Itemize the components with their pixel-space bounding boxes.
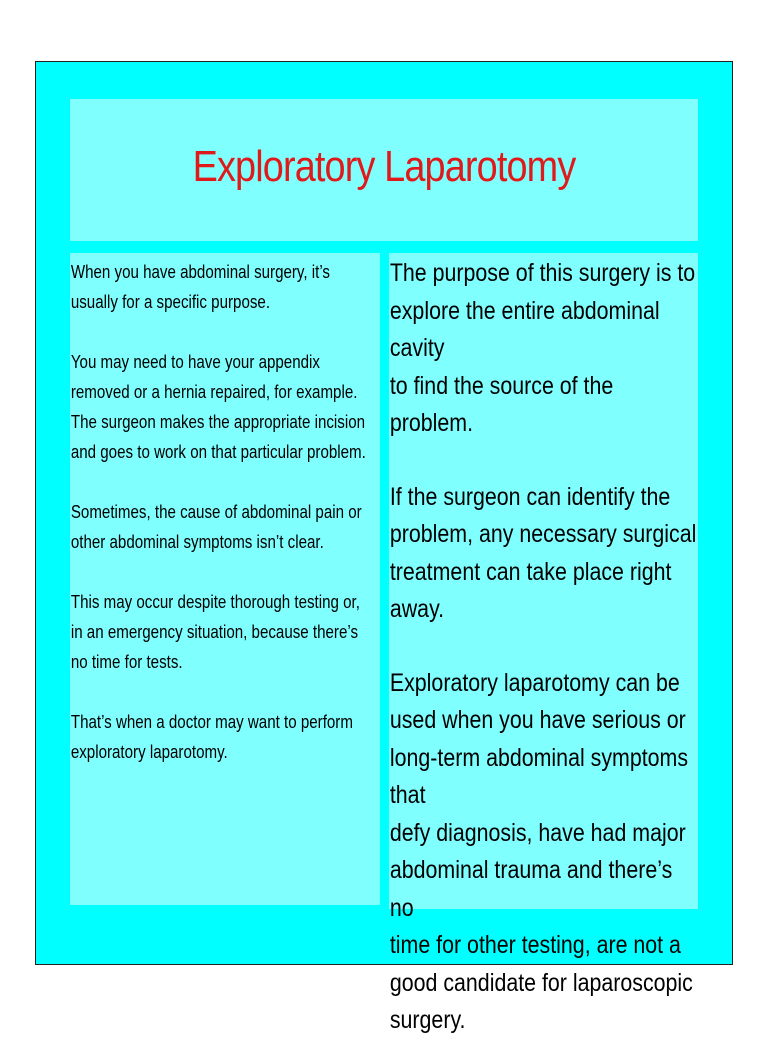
- title-box: [70, 99, 698, 241]
- right-column: [389, 253, 698, 1034]
- left-paragraph: Sometimes, the cause of abdominal pain or other abdominal symptoms isn’t clear.: [70, 502, 362, 552]
- left-paragraph: That’s when a doctor may want to perform exploratory laparotomy.: [70, 712, 353, 762]
- page-title: Exploratory Laparotomy: [192, 142, 576, 191]
- left-paragraph: This may occur despite thorough testing or, in an emergency situation, because there’s no time for tests.: [70, 592, 360, 672]
- right-column-text: [389, 255, 753, 1040]
- left-column: [70, 253, 380, 905]
- right-paragraph: If the surgeon can identify the problem, any necessary surgical treatment can take place right away.: [389, 482, 697, 623]
- left-paragraph: You may need to have your appendix removed or a hernia repaired, for example. The surgeon makes the appropriate incision and goes to work on that particular problem.: [70, 352, 366, 462]
- right-paragraph: Exploratory laparotomy can be used when you have serious or long-term abdominal symptoms that defy diagnosis, have had major abdominal trauma and there’s no time for other testing, are not a good candidate for laparoscopic surgery.: [389, 668, 693, 1034]
- slide: [35, 61, 733, 1034]
- right-paragraph: The purpose of this surgery is to explore the entire abdominal cavity to find the source of the problem.: [389, 259, 696, 437]
- left-paragraph: When you have abdominal surgery, it’s usually for a specific purpose.: [70, 262, 330, 312]
- left-column-text: [70, 257, 433, 767]
